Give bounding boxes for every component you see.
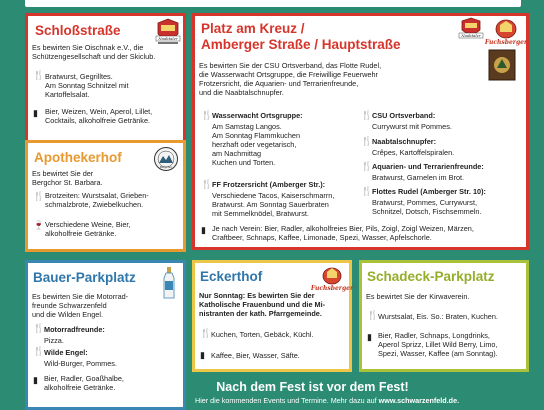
fork-knife-icon: 🍴 xyxy=(201,110,213,120)
card-title: Eckerthof xyxy=(200,269,263,284)
fork-knife-icon: 🍴 xyxy=(367,310,379,320)
footer-url-link[interactable]: www.schwarzenfeld.de. xyxy=(378,396,460,405)
wilde-engel-text: Wild-Burger, Pommes. xyxy=(44,359,117,368)
svg-text:Fuchsberger: Fuchsberger xyxy=(484,39,528,46)
card-title: Apothekerhof xyxy=(34,150,122,165)
motorradfreunde-heading: Motorradfreunde: xyxy=(44,325,105,334)
svg-text:Fuchsberger: Fuchsberger xyxy=(310,285,354,292)
card-apothekerhof xyxy=(25,140,186,252)
bergchor-stamp-logo xyxy=(153,146,179,172)
flotte-heading: Flottes Rudel (Amberger Str. 10): xyxy=(372,187,486,196)
card-title-line2: Amberger Straße / Hauptstraße xyxy=(201,37,401,52)
fork-knife-icon: 🍴 xyxy=(200,328,212,338)
beer-bottle-logo xyxy=(160,266,178,300)
drinks-text: Bier, Radler, Schnaps, Longdrinks, Aperol Sprizz, Lillet Wild Berry, Limo, Spezi, Wasser, Kaffee (am Sonntag). xyxy=(378,331,498,358)
card-intro: Es bewirten Sie der CSU Ortsverband, das Flotte Rudel, die Wasserwacht Ortsgruppe, die Freiwillige Feuerwehr Frotzersricht, die Aquarien- und Terrarienfreunde, und die Naabtalschnupfer. xyxy=(199,61,382,97)
food-text: Kuchen, Torten, Gebäck, Küchl. xyxy=(211,330,314,339)
fork-knife-icon: 🍴 xyxy=(361,161,373,171)
aqua-text: Bratwurst, Garnelen im Brot. xyxy=(372,173,465,182)
drinks-text: Verschiedene Weine, Bier, alkoholfreie Getränke. xyxy=(45,220,131,238)
drinks-text: Kaffee, Bier, Wasser, Säfte. xyxy=(211,351,300,360)
fork-knife-icon: 🍴 xyxy=(361,136,373,146)
svg-text:Naabtaler: Naabtaler xyxy=(158,36,178,41)
drinks-text: Bier, Radler, Goaßhalbe, alkoholfreie Getränke. xyxy=(44,374,124,392)
card-eckerthof xyxy=(192,260,352,372)
ff-text: Verschiedene Tacos, Kaiserschmarrn, Bratwurst. Am Sonntag Sauerbraten mit Semmelknödel, Bratwurst. xyxy=(212,191,335,218)
card-intro: Es bewirtet Sie der Kirwaverein. xyxy=(366,292,470,301)
naabtaler-logo xyxy=(154,18,182,48)
top-strip xyxy=(25,0,521,7)
fork-knife-icon: 🍴 xyxy=(201,179,213,189)
fork-knife-icon: 🍴 xyxy=(361,186,373,196)
footer-sub-text: Hier die kommenden Events und Termine. Mehr dazu auf xyxy=(195,396,377,405)
ff-heading: FF Frotzersricht (Amberger Str.): xyxy=(212,180,326,189)
card-intro: Nur Sonntag: Es bewirten Sie der Katholische Frauenbund und die Mi- nistranten der kath. Pfarrgemeinde. xyxy=(199,291,326,318)
food-text: Wurstsalat, Eis. So.: Braten, Kuchen. xyxy=(378,312,498,321)
card-platz-am-kreuz xyxy=(192,13,529,250)
svg-text:Bergchor: Bergchor xyxy=(159,165,173,169)
csu-heading: CSU Ortsverband: xyxy=(372,111,436,120)
card-intro: Es bewirten Sie die Motorrad- freunde Schwarzenfeld und die Wilden Engel. xyxy=(32,292,129,319)
fork-knife-icon: 🍴 xyxy=(33,70,45,80)
fuchsberger-logo xyxy=(484,17,528,47)
card-title: Schadeck-Parkplatz xyxy=(367,269,495,284)
card-title-line1: Platz am Kreuz / xyxy=(201,21,305,36)
wasserwacht-text: Am Samstag Langos. Am Sonntag Flammkuchen herzhaft oder vegetarisch, am Nachmittag Kuchen und Torten. xyxy=(212,122,301,167)
wilde-engel-heading: Wilde Engel: xyxy=(44,348,88,357)
fork-knife-icon: 🍴 xyxy=(33,346,45,356)
csu-text: Currywurst mit Pommes. xyxy=(372,122,452,131)
aqua-heading: Aquarien- und Terrarienfreunde: xyxy=(372,162,484,171)
naabtaler-logo xyxy=(457,17,485,43)
naab-text: Crêpes, Kartoffelspiralen. xyxy=(372,148,455,157)
drinks-text: Bier, Weizen, Wein, Aperol, Lillet, Cocktails, alkoholfreie Getränke. xyxy=(45,107,153,125)
footer-headline: Nach dem Fest ist vor dem Fest! xyxy=(216,380,409,394)
drinks-text: Je nach Verein: Bier, Radler, alkoholfreies Bier, Pils, Zoigl, Zoigl Weizen, Märzen, Craftbeer, Schnaps, Kaffee, Limonade, Spezi, Wasser, Apfelschorle. xyxy=(212,224,474,242)
fork-knife-icon: 🍴 xyxy=(33,191,45,201)
motorradfreunde-text: Pizza. xyxy=(44,336,64,345)
food-text: Bratwurst, Gegrilltes. Am Sonntag Schnitzel mit Kartoffelsalat. xyxy=(45,72,129,99)
card-bauer-parkplatz xyxy=(25,260,186,410)
card-intro: Es bewirten Sie Oischnak e.V., die Schützengesellschaft und der Skiclub. xyxy=(32,43,156,61)
fork-knife-icon: 🍴 xyxy=(33,323,45,333)
card-schadeck-parkplatz xyxy=(359,260,529,372)
beer-glass-icon: ▮ xyxy=(201,225,206,235)
fuchsberger-sign-logo xyxy=(487,48,517,82)
footer-subline xyxy=(195,396,530,405)
wine-glass-icon: 🍷 xyxy=(33,220,45,230)
food-text: Brotzeiten: Wurstsalat, Grieben- schmalzbrote, Zwiebelkuchen. xyxy=(45,191,149,209)
fork-knife-icon: 🍴 xyxy=(361,110,373,120)
svg-text:Naabtaler: Naabtaler xyxy=(461,33,481,38)
beer-glass-icon: ▮ xyxy=(33,375,38,385)
card-intro: Es bewirtet Sie der Bergchor St. Barbara. xyxy=(32,169,103,187)
wasserwacht-heading: Wasserwacht Ortsgruppe: xyxy=(212,111,303,120)
beer-glass-icon: ▮ xyxy=(367,332,372,342)
naab-heading: Naabtalschnupfer: xyxy=(372,137,437,146)
beer-glass-icon: ▮ xyxy=(200,350,205,360)
card-title: Schloßstraße xyxy=(35,23,121,38)
card-title: Bauer-Parkplatz xyxy=(33,270,136,285)
flotte-text: Bratwurst, Pommes, Currywurst, Schnitzel, Dotsch, Fischsemmeln. xyxy=(372,198,482,216)
beer-glass-icon: ▮ xyxy=(33,108,38,118)
fuchsberger-logo xyxy=(310,265,354,293)
